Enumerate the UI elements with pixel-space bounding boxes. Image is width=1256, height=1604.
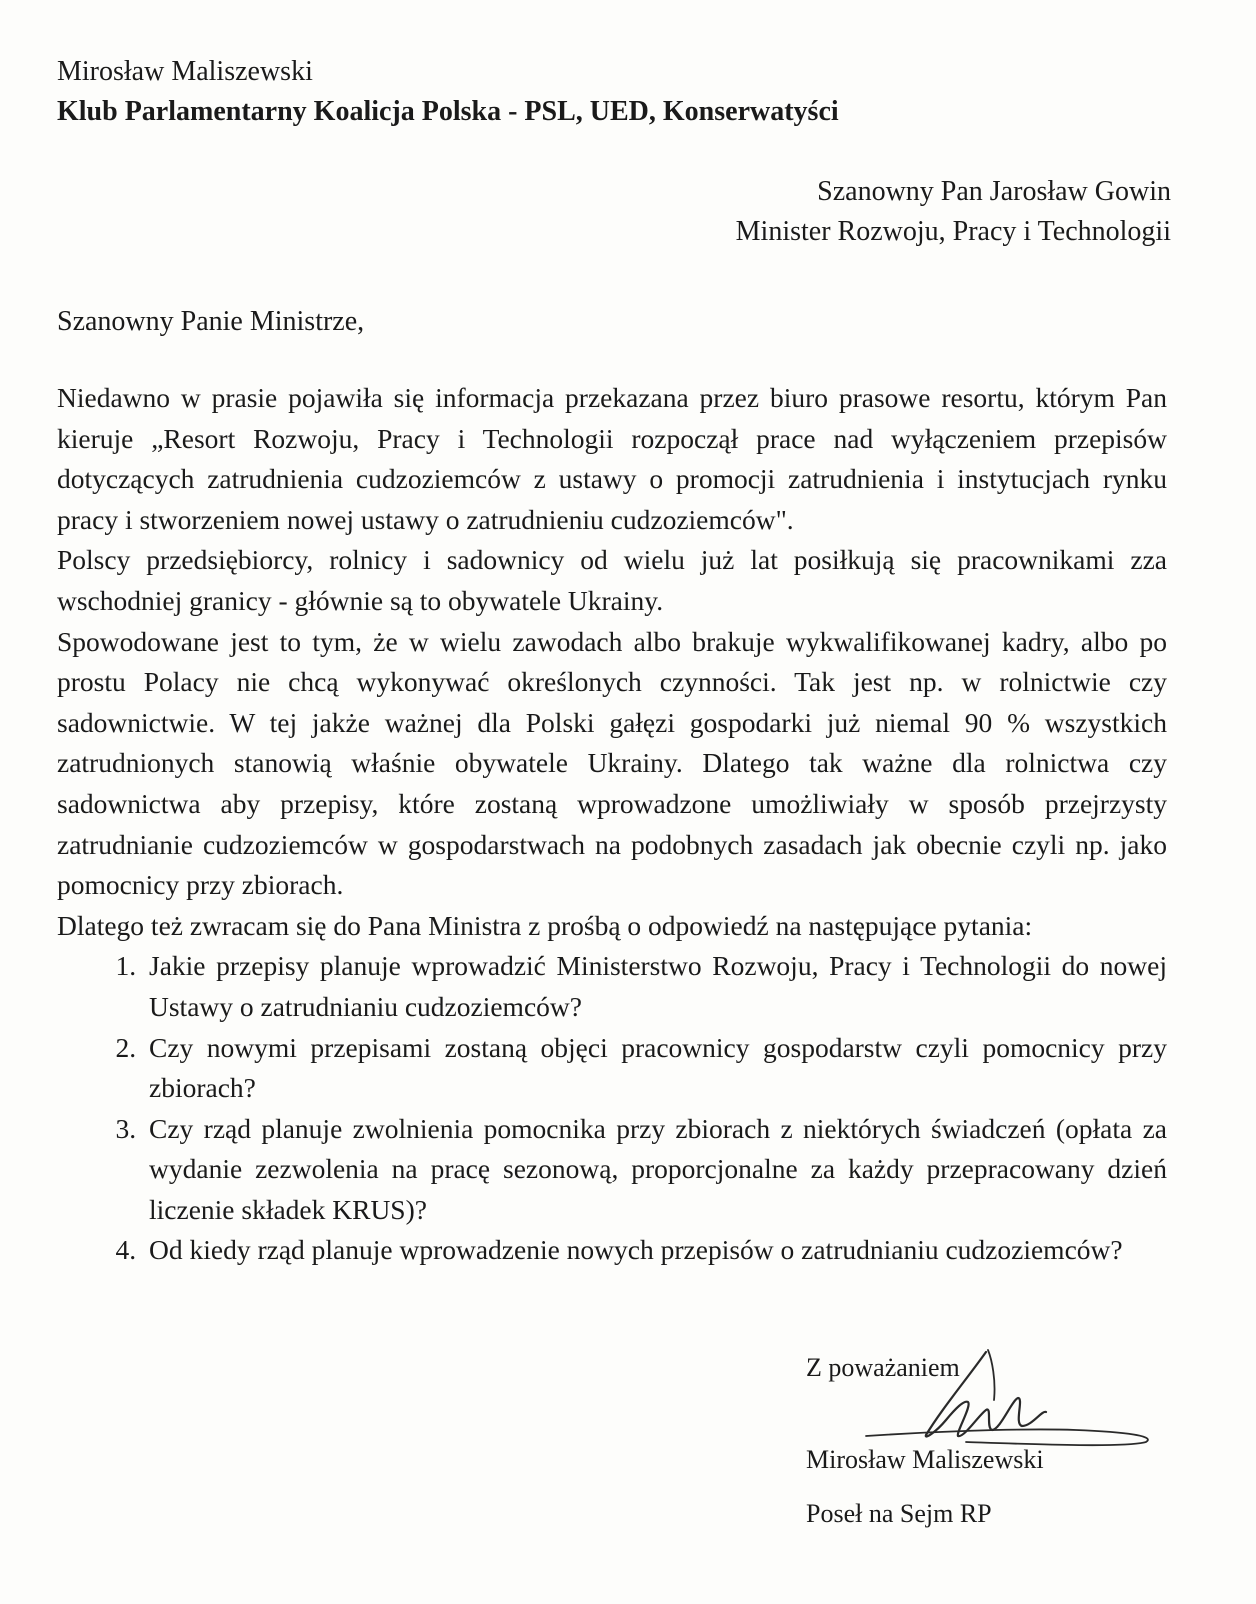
- paragraph-reasons: Spowodowane jest to tym, że w wielu zawodach albo brakuje wykwalifikowanej kadry, albo po prostu Polacy nie chcą wykonywać określonych czynności. Tak jest np. w rolnictwie czy sadownictwie. W tej jakże ważnej dla Polski gałęzi gospodarki już niemal 90 % wszystkich zatrudnionych stanowią właśnie obywatele Ukrainy. Dlatego tak ważne dla rolnictwa czy sadownictwa aby przepisy, które zostaną wprowadzone umożliwiały w sposób przejrzysty zatrudnianie cudzoziemców w gospodarstwach na podobnych zasadach jak obecnie czyli np. jako pomocnicy przy zbiorach.: [57, 625, 1167, 901]
- sender-block: [57, 52, 839, 132]
- sender-club: Klub Parlamentarny Koalicja Polska - PSL, UED, Konserwatyści: [57, 96, 839, 127]
- salutation: Szanowny Panie Ministrze,: [57, 306, 365, 337]
- paragraph-workers: Polscy przedsiębiorcy, rolnicy i sadownicy od wielu już lat posiłkują się pracownikami zza wschodniej granicy - głównie są to obywatele Ukrainy.: [57, 544, 1167, 616]
- letter-body: [57, 378, 1167, 1271]
- paragraph-intro: Niedawno w prasie pojawiła się informacja przekazana przez biuro prasowe resortu, którym Pan kieruje „Resort Rozwoju, Pracy i Technologii rozpoczął prace nad wyłączeniem przepisów dotyczących zatrudnienia cudzoziemców z ustawy o promocji zatrudnienia i instytucjach rynku pracy i stworzeniem nowej ustawy o zatrudnieniu cudzoziemców".: [57, 382, 1167, 535]
- sender-name: Mirosław Maliszewski: [57, 56, 313, 87]
- recipient-line-2: Minister Rozwoju, Pracy i Technologii: [735, 216, 1171, 247]
- closing-greeting: Z poważaniem: [806, 1353, 960, 1382]
- question-item-2: 2. Czy nowymi przepisami zostaną objęci pracownicy gospodarstw czyli pomocnicy przy zbiorach?: [143, 1028, 1167, 1109]
- paragraph-request: Dlatego też zwracam się do Pana Ministra z prośbą o odpowiedź na następujące pytania:: [57, 909, 1033, 941]
- recipient-line-1: Szanowny Pan Jarosław Gowin: [817, 176, 1171, 207]
- question-item-3: 3. Czy rząd planuje zwolnienia pomocnika przy zbiorach z niektórych świadczeń (opłata za wydanie zezwolenia na pracę sezonową, proporcjonalne za każdy przepracowany dzień liczenie składek KRUS)?: [143, 1109, 1167, 1231]
- signer-position: Poseł na Sejm RP: [806, 1499, 992, 1528]
- handwritten-signature: [846, 1340, 1166, 1460]
- signer-name: Mirosław Maliszewski: [806, 1445, 1044, 1474]
- recipient-block: [736, 172, 1171, 252]
- question-item-1: 1. Jakie przepisy planuje wprowadzić Ministerstwo Rozwoju, Pracy i Technologii do nowej Ustawy o zatrudnianiu cudzoziemców?: [143, 946, 1167, 1027]
- question-item-4: 4. Od kiedy rząd planuje wprowadzenie nowych przepisów o zatrudnianiu cudzoziemców?: [143, 1230, 1167, 1271]
- questions-list: [57, 946, 1167, 1271]
